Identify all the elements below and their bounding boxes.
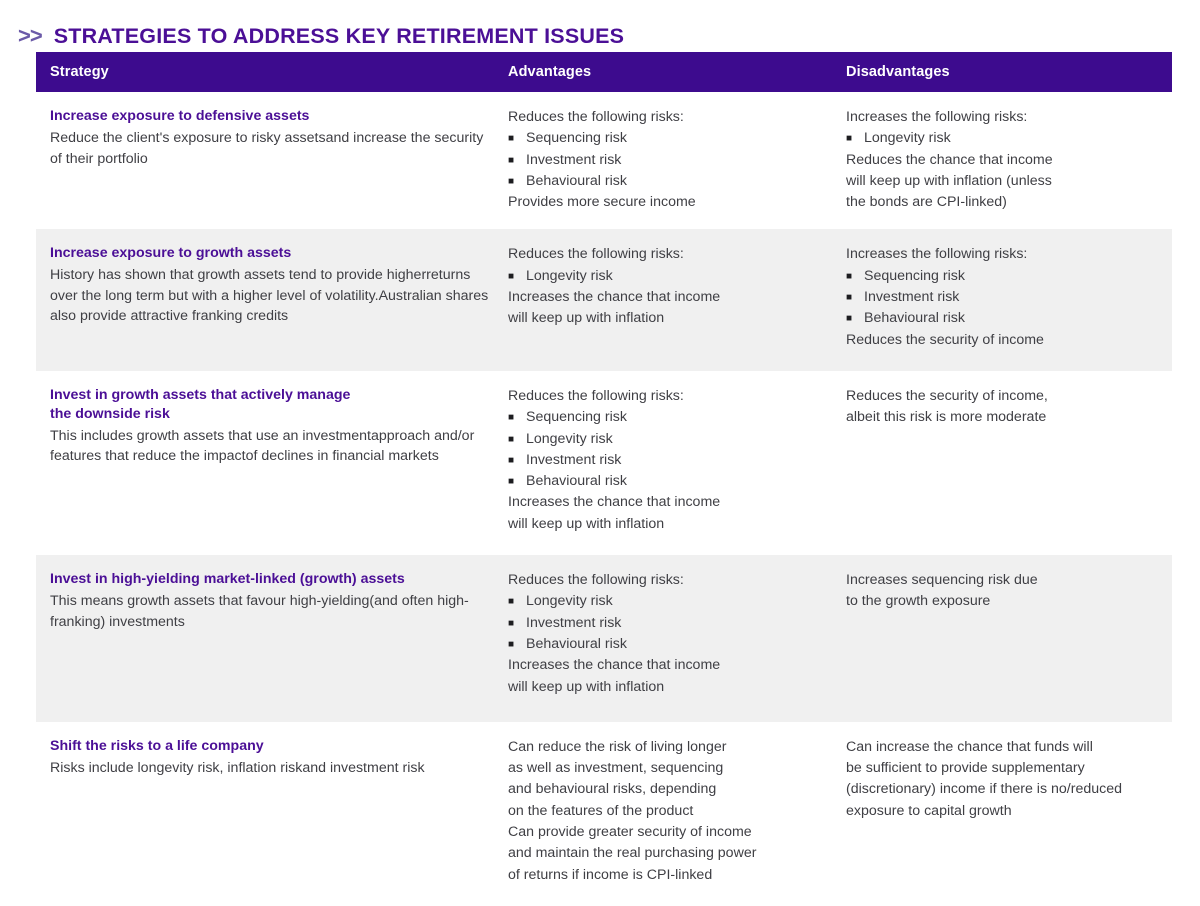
line-text: on the features of the product <box>508 802 694 819</box>
text-line <box>846 330 1158 351</box>
line-text: will keep up with inflation <box>508 515 665 532</box>
cell-advantages <box>508 371 846 555</box>
cell-disadvantages <box>846 371 1172 555</box>
line-text: Increases the following risks: <box>846 109 1028 125</box>
line-text: the bonds are CPI-linked) <box>846 194 1007 211</box>
text-line <box>508 107 830 128</box>
bullet-list-item <box>508 471 830 492</box>
table-row <box>36 229 1172 370</box>
strategy-description <box>50 758 494 779</box>
text-line <box>846 737 1158 758</box>
line-text: Longevity risk <box>526 593 613 610</box>
text-line: and investment risk <box>302 759 425 776</box>
disadvantages-text <box>846 570 1158 613</box>
bullet-list-item <box>508 171 830 192</box>
text-line: returns over the long term but with a higher level of volatility. <box>50 267 471 304</box>
column-header-strategy: Strategy <box>50 64 109 80</box>
line-text: Increases the following risks: <box>846 246 1028 263</box>
table-body <box>36 92 1172 906</box>
line-text: Behavioural risk <box>526 473 627 490</box>
strategy-title: Invest in growth assets that actively manage the downside risk <box>50 386 351 422</box>
text-line <box>508 758 830 779</box>
cell-strategy <box>36 722 508 906</box>
bullet-list-item <box>508 450 830 471</box>
text-line <box>508 737 830 758</box>
square-bullet-icon: ■ <box>508 476 515 488</box>
cell-advantages <box>508 555 846 722</box>
line-text: exposure to capital growth <box>846 802 1012 819</box>
text-line <box>508 822 830 843</box>
line-text: will keep up with inflation (unless <box>846 172 1052 189</box>
line-text: Behavioural risk <box>526 172 627 189</box>
cell-strategy <box>36 229 508 370</box>
line-text: will keep up with inflation <box>508 310 665 327</box>
line-text: Reduces the security of income <box>846 331 1044 348</box>
bullet-list-item <box>846 266 1158 287</box>
line-text: Behavioural risk <box>526 635 627 652</box>
strategy-description <box>50 591 494 632</box>
text-line <box>846 801 1158 822</box>
text-line <box>508 244 830 265</box>
text-line <box>508 779 830 800</box>
text-line <box>846 244 1158 265</box>
text-line <box>846 386 1158 407</box>
text-line: approach and/or features that reduce the impact <box>50 427 475 465</box>
text-line: This includes growth assets that use an investment <box>50 427 371 444</box>
advantages-text <box>508 386 830 535</box>
line-text: Increases the chance that income <box>508 657 721 674</box>
line-text: Sequencing risk <box>526 130 627 147</box>
advantages-text <box>508 107 830 213</box>
strategies-table <box>36 52 1172 906</box>
advantages-text <box>508 570 830 698</box>
text-line <box>846 107 1158 128</box>
line-text: Investment risk <box>526 614 622 631</box>
bullet-list-item <box>508 128 830 149</box>
table-row <box>36 92 1172 229</box>
cell-disadvantages <box>846 555 1172 722</box>
disadvantages-text <box>846 737 1158 822</box>
page-title: STRATEGIES TO ADDRESS KEY RETIREMENT ISSUES <box>53 24 625 49</box>
line-text: and behavioural risks, depending <box>508 781 717 798</box>
square-bullet-icon: ■ <box>508 617 515 629</box>
line-text: Reduces the following risks: <box>508 387 684 404</box>
cell-advantages <box>508 722 846 906</box>
disadvantages-text <box>846 386 1158 429</box>
bullet-list-item <box>846 308 1158 329</box>
cell-strategy <box>36 371 508 555</box>
advantages-text <box>508 737 830 886</box>
text-line <box>846 407 1158 428</box>
text-line <box>508 192 830 213</box>
text-line: (and often high-franking) investments <box>50 593 469 630</box>
strategy-title: Invest in high-yielding market-linked (growth) assets <box>50 571 405 588</box>
text-line <box>846 171 1158 192</box>
bullet-list-item <box>508 266 830 287</box>
advantages-text <box>508 244 830 329</box>
line-text: will keep up with inflation <box>508 678 665 695</box>
line-text: Longevity risk <box>526 267 613 284</box>
line-text: Investment risk <box>526 451 622 468</box>
line-text: Longevity risk <box>864 130 951 147</box>
text-line <box>846 570 1158 591</box>
column-header-advantages: Advantages <box>508 64 592 80</box>
square-bullet-icon: ■ <box>508 133 515 145</box>
line-text: to the growth exposure <box>846 593 991 610</box>
text-line <box>508 570 830 591</box>
strategy-title: Increase exposure to defensive assets <box>50 108 310 124</box>
line-text: of returns if income is CPI-linked <box>508 866 713 883</box>
line-text: Can reduce the risk of living longer <box>508 738 727 755</box>
bullet-list-item <box>846 287 1158 308</box>
text-line: of declines in financial markets <box>245 448 439 465</box>
text-line <box>508 677 830 698</box>
line-text: Increases the chance that income <box>508 494 721 511</box>
line-text: Reduces the following risks: <box>508 109 684 125</box>
line-text: Investment risk <box>864 289 960 306</box>
text-line: This means growth assets that favour high-yielding <box>50 593 370 610</box>
text-line <box>508 287 830 308</box>
text-line <box>846 758 1158 779</box>
text-line: Risks include longevity risk, inflation risk <box>50 759 303 776</box>
cell-disadvantages <box>846 229 1172 370</box>
line-text: Longevity risk <box>526 430 613 447</box>
square-bullet-icon: ■ <box>846 292 853 304</box>
text-line <box>508 843 830 864</box>
square-bullet-icon: ■ <box>846 270 853 282</box>
bullet-list-item <box>846 128 1158 149</box>
text-line <box>846 779 1158 800</box>
table-row <box>36 722 1172 906</box>
table-header-row <box>36 52 1172 92</box>
square-bullet-icon: ■ <box>508 454 515 466</box>
line-text: Can provide greater security of income <box>508 824 752 841</box>
line-text: Investment risk <box>526 151 622 168</box>
text-line <box>508 865 830 886</box>
line-text: Sequencing risk <box>526 409 627 426</box>
square-bullet-icon: ■ <box>508 433 515 445</box>
bullet-list-item <box>508 613 830 634</box>
double-chevron-icon: >> <box>18 23 42 49</box>
strategy-description <box>50 128 494 169</box>
line-text: Can increase the chance that funds will <box>846 738 1093 755</box>
text-line: History has shown that growth assets tend to provide higher <box>50 267 427 284</box>
cell-disadvantages <box>846 722 1172 906</box>
line-text: Increases sequencing risk due <box>846 572 1038 589</box>
cell-disadvantages <box>846 92 1172 229</box>
square-bullet-icon: ■ <box>508 270 515 282</box>
square-bullet-icon: ■ <box>508 412 515 424</box>
strategy-title: Increase exposure to growth assets <box>50 245 292 262</box>
cell-strategy <box>36 555 508 722</box>
line-text: and maintain the real purchasing power <box>508 845 757 862</box>
text-line <box>846 192 1158 213</box>
line-text: Reduces the following risks: <box>508 246 684 263</box>
disadvantages-text <box>846 107 1158 213</box>
line-text: Increases the chance that income <box>508 289 721 306</box>
square-bullet-icon: ■ <box>508 175 515 187</box>
text-line: Australian shares also provide attractive franking credits <box>50 287 489 325</box>
strategy-title: Shift the risks to a life company <box>50 737 264 754</box>
text-line <box>508 801 830 822</box>
bullet-list-item <box>508 634 830 655</box>
cell-advantages <box>508 229 846 370</box>
column-header-disadvantages: Disadvantages <box>846 64 950 80</box>
text-line: Reduce the client's exposure to risky assets <box>50 130 326 146</box>
square-bullet-icon: ■ <box>846 133 853 145</box>
line-text: Reduces the following risks: <box>508 572 684 589</box>
line-text: albeit this risk is more moderate <box>846 409 1047 426</box>
bullet-list-item <box>508 150 830 171</box>
line-text: as well as investment, sequencing <box>508 760 724 777</box>
text-line <box>508 386 830 407</box>
bullet-list-item <box>508 429 830 450</box>
text-line <box>508 655 830 676</box>
text-line <box>508 514 830 535</box>
line-text: (discretionary) income if there is no/reduced <box>846 781 1122 798</box>
square-bullet-icon: ■ <box>508 596 515 608</box>
strategy-description <box>50 426 494 467</box>
table-row <box>36 371 1172 555</box>
cell-advantages <box>508 92 846 229</box>
square-bullet-icon: ■ <box>846 313 853 325</box>
strategy-description <box>50 265 494 327</box>
table-row <box>36 555 1172 722</box>
line-text: Sequencing risk <box>864 267 965 284</box>
bullet-list-item <box>508 591 830 612</box>
text-line <box>508 492 830 513</box>
text-line <box>508 308 830 329</box>
square-bullet-icon: ■ <box>508 638 515 650</box>
text-line: and increase the security of their portfolio <box>50 130 484 167</box>
text-line <box>846 591 1158 612</box>
line-text: Provides more secure income <box>508 194 696 211</box>
disadvantages-text <box>846 244 1158 350</box>
text-line <box>846 150 1158 171</box>
cell-strategy <box>36 92 508 229</box>
square-bullet-icon: ■ <box>508 154 515 166</box>
line-text: Behavioural risk <box>864 310 965 327</box>
line-text: Reduces the chance that income <box>846 151 1053 168</box>
line-text: be sufficient to provide supplementary <box>846 760 1085 777</box>
bullet-list-item <box>508 407 830 428</box>
line-text: Reduces the security of income, <box>846 387 1048 404</box>
